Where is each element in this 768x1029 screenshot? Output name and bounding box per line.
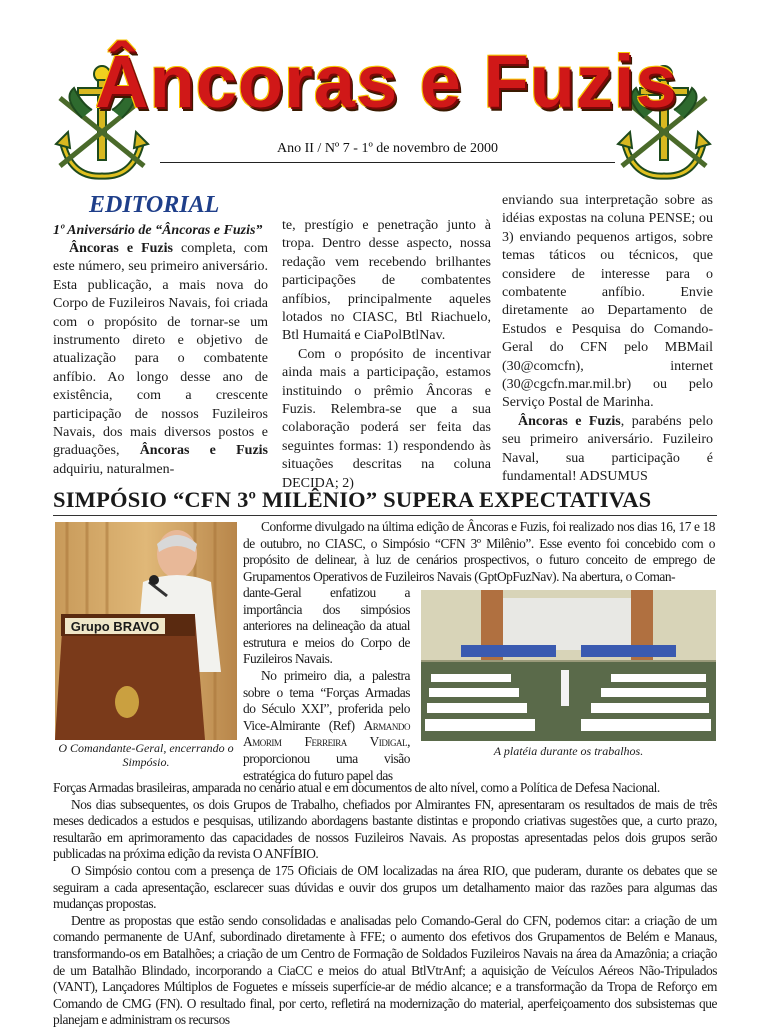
editorial-subheading: 1º Aniversário de “Âncoras e Fuzis” xyxy=(53,223,263,238)
photo-caption-commander: O Comandante-Geral, encerrando o Simpósio. xyxy=(58,741,234,769)
article-paragraph: Nos dias subsequentes, os dois Grupos de Trabalho, chefiados por Almirantes FN, apresentaram os resultados de mais de três meses dedicados a estudos e pesquisas, utilizando abordagens bastante distintas e propondo criativas sugestões que, a curto prazo, resultarão em aprimoramento das capacidades de nossos Fuzileiros Navais. As propostas apresentadas pelos dois grupos serão publicadas na próxima edição da revista O ANFÍBIO. xyxy=(53,796,717,862)
masthead-rule xyxy=(160,162,615,163)
article-paragraph: No primeiro dia, a palestra sobre o tema “Forças Armadas do Século XXI”, proferida pelo Vice-Almirante (Ref) Armando Amorim Ferreira Vidigal, proporcionou uma visão estratégica do futuro papel das xyxy=(243,667,410,783)
speaker-name: Armando Amorim Ferreira Vidigal xyxy=(243,717,410,750)
commander-photo-illustration xyxy=(55,522,237,740)
editorial-column-1 xyxy=(53,192,268,479)
editorial-paragraph: Âncoras e Fuzis, parabéns pelo seu primeiro aniversário. Fuzileiro Naval, sua participação é fundamental! ADSUMUS xyxy=(502,413,713,485)
photo-caption-audience: A platéia durante os trabalhos. xyxy=(493,744,644,758)
symposium-intro xyxy=(243,519,715,585)
article-paragraph: Forças Armadas brasileiras, amparada no cenário atual e em documentos de alto nível, como a Política de Defesa Nacional. xyxy=(53,780,660,795)
article-paragraph: dante-Geral enfatizou a importância dos simpósios anteriores na delineação da atual estrutura e meios do Corpo de Fuzileiros Navais. xyxy=(243,585,410,667)
brand-name: Âncoras e Fuzis xyxy=(139,443,268,459)
symposium-narrow-column xyxy=(243,585,410,784)
newspaper-title: Âncoras e Fuzis xyxy=(95,40,678,123)
editorial-column-2 xyxy=(282,217,491,493)
headline-rule xyxy=(53,515,717,516)
brand-name: Âncoras e Fuzis xyxy=(518,413,621,429)
brand-name: Âncoras e Fuzis xyxy=(69,241,173,256)
editorial-heading: EDITORIAL xyxy=(89,192,220,218)
commander-photo xyxy=(55,522,237,740)
editorial-column-3 xyxy=(502,192,713,487)
masthead xyxy=(0,0,768,190)
lectern-sign: Grupo BRAVO xyxy=(70,619,160,634)
issue-line: Ano II / Nº 7 - 1º de novembro de 2000 xyxy=(277,141,498,156)
audience-photo-illustration xyxy=(421,590,716,741)
symposium-headline: SIMPÓSIO “CFN 3º MILÊNIO” SUPERA EXPECTATIVAS xyxy=(53,487,652,512)
symposium-body xyxy=(53,780,717,1029)
audience-photo xyxy=(421,590,716,741)
editorial-paragraph: enviando sua interpretação sobre as idéias expostas na coluna PENSE; ou 3) enviando pequenos artigos, sobre temas táticos ou técnicos, que considere de interesse para o combatente anfíbio. Envie diretamente ao Departamento de Estudos e Pesquisa do Comando-Geral do CFN pelo MBMail (30@comcfn), internet (30@cgcfn.mar.mil.br) ou pelo Serviço Postal de Marinha. xyxy=(502,193,713,411)
editorial-paragraph: Com o propósito de incentivar ainda mais a participação, estamos instituindo o prêmio Âncoras e Fuzis. Relembra-se que a sua colaboração poderá ser feita das seguintes formas: 1) respondendo às situações descritas na coluna DECIDA; 2) xyxy=(282,346,491,491)
article-paragraph: Dentre as propostas que estão sendo consolidadas e analisadas pelo Comando-Geral do CFN, podemos citar: a criação de um comando permanente de UAnf, subordinado diretamente à FFE; o aumento dos efetivos dos Grupamentos de Belém e Manaus, transformando-os em Batalhões; a criação de um Centro de Formação de Soldados Fuzileiros Navais na área da Amazônia; a criação de um Batalhão Blindado, incorporando a CiaCC e meios do atual BtlVtrAnf; a aquisição de Veículos Aéreos Não-Tripulados (VANT), Lançadores Múltiplos de Foguetes e mísseis superfície-ar de médio alcance; e a transformação da Tropa de Reforço em Comando de CMG (FN). O resultado final, por certo, refletirá na modernização do material, aperfeiçoamento dos subsistemas que planejam e administram os recursos xyxy=(53,912,717,1028)
article-paragraph: Conforme divulgado na última edição de Âncoras e Fuzis, foi realizado nos dias 16, 17 e 18 de outubro, no CIASC, o Simpósio “CFN 3º Milênio”. Esse evento foi concebido com o propósito de delinear, à luz de cenários prospectivos, o futuro conceito de emprego de Grupamentos Operativos de Fuzileiros Navais (GptOpFuzNav). Na abertura, o Coman- xyxy=(243,519,715,584)
editorial-paragraph: te, prestígio e penetração junto à tropa. Dentro desse aspecto, nossa redação vem recebendo brilhantes participações de combatentes anfíbios, principalmente aqueles lotados no CIASC, Btl Riachuelo, Btl Humaitá e CiaPolBtlNav. xyxy=(282,218,491,344)
article-paragraph: O Simpósio contou com a presença de 175 Oficiais de OM localizadas na área RIO, que puderam, durante os debates que se seguiram a cada apresentação, esclarecer suas dúvidas e ouvir dos grupos um detalhamento maior das razões para algumas das mudanças propostas. xyxy=(53,862,717,912)
editorial-paragraph: Âncoras e Fuzis completa, com este número, seu primeiro aniversário. Esta publicação, a mais nova do Corpo de Fuzileiros Navais, foi criada com o propósito de tornar-se um instrumento direto e objetivo de atualização para o combatente anfíbio. Ao longo desse ano de existência, com a crescente participação de nossos Fuzileiros Navais, dos mais diversos postos e graduações, Âncoras e Fuzis adquiriu, naturalmen- xyxy=(53,241,268,477)
